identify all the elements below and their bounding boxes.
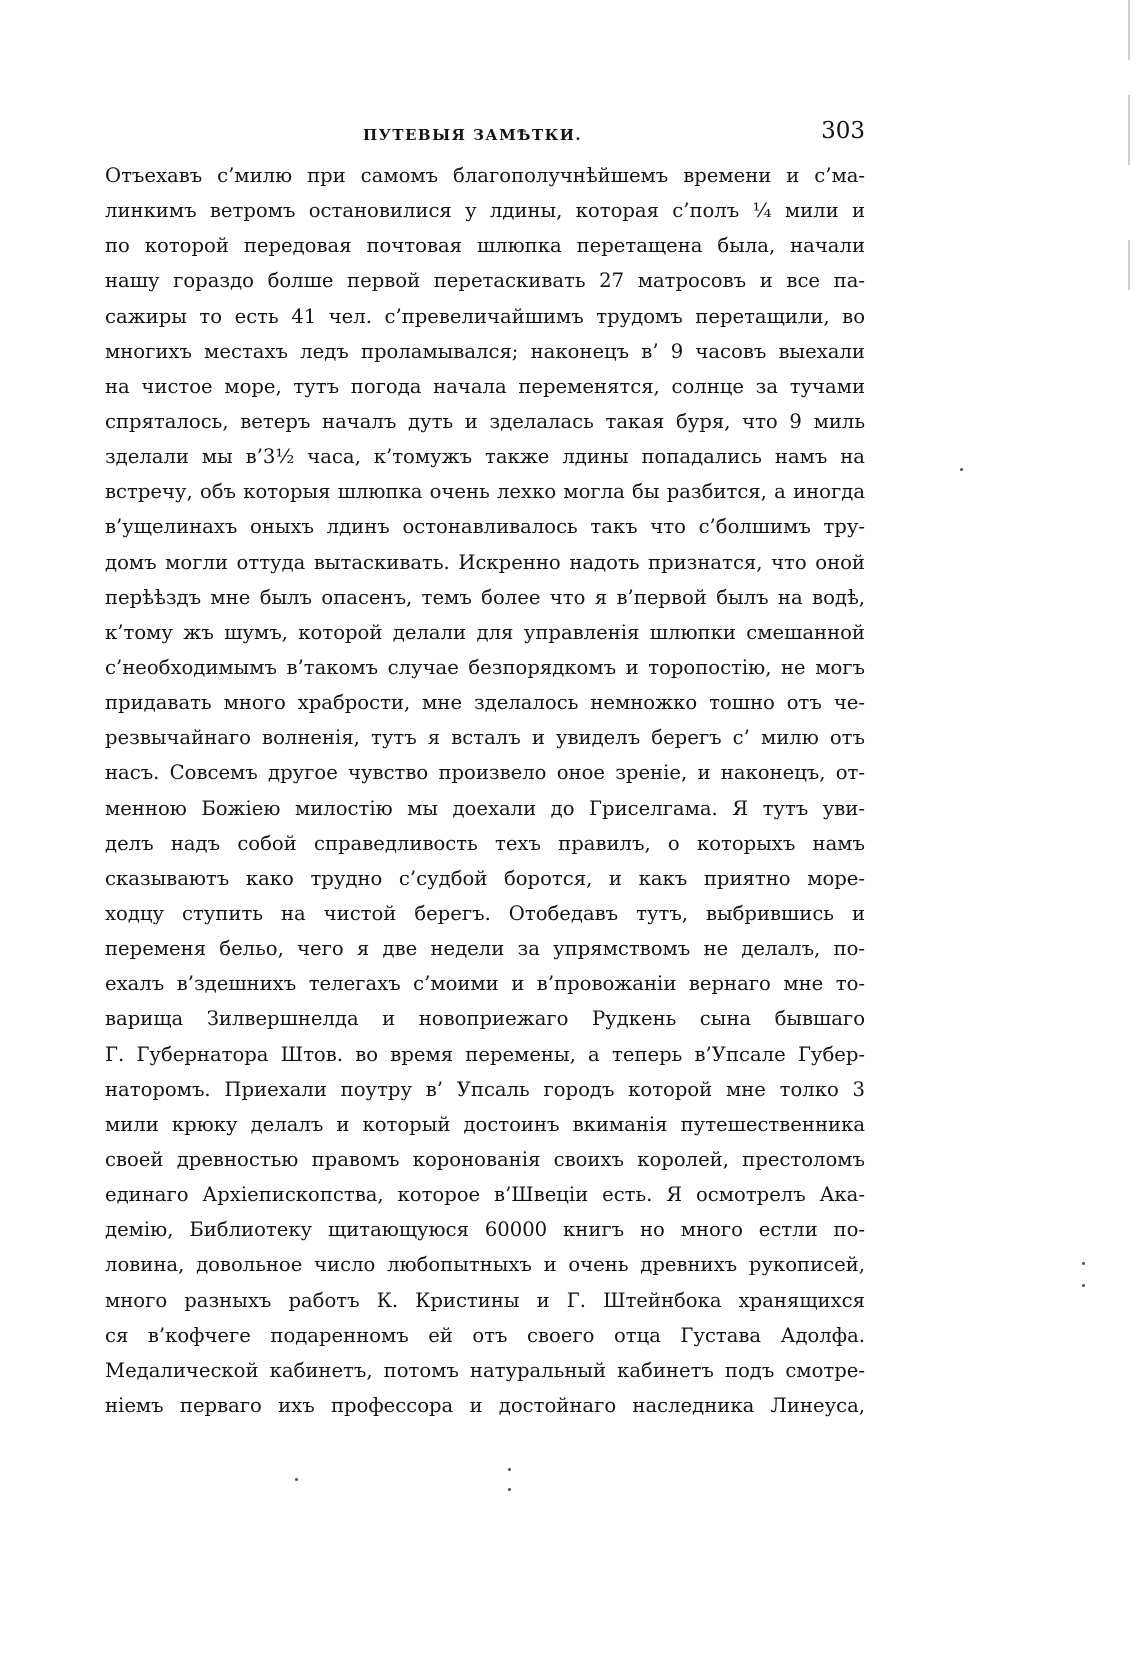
text-line: зделали мы в’3½ часа, к’томужъ также лдины попадались намъ на — [105, 445, 865, 469]
scan-edge-mark — [1128, 0, 1130, 60]
text-line: единаго Архіепископства, которое в’Швеціи есть. Я осмотрелъ Ака- — [105, 1183, 865, 1207]
text-line: линкимъ ветромъ остановилися у лдины, которая с’полъ ¼ мили и — [105, 199, 865, 223]
text-line: многихъ местахъ ледъ проламывался; наконецъ в’ 9 часовъ выехали — [105, 339, 865, 363]
page-number: 303 — [821, 118, 865, 144]
scan-edge-mark — [1128, 95, 1130, 165]
running-title: ПУТЕВЫЯ ЗАМѢТКИ. — [363, 126, 583, 144]
page-header — [105, 116, 865, 156]
body-text — [105, 158, 865, 1423]
text-line: наторомъ. Приехали поутру в’ Упсаль городъ которой мне толко 3 — [105, 1077, 865, 1101]
text-line: придавать много храбрости, мне зделалось немножко тошно отъ че- — [105, 691, 865, 715]
text-line: варища Зилвершнелда и новоприежаго Рудкень сына бывшаго — [105, 1007, 865, 1031]
scan-speck — [960, 468, 963, 471]
text-line: делъ надъ собой справедливость техъ правилъ, о которыхъ намъ — [105, 831, 865, 855]
scan-speck — [508, 1488, 511, 1491]
text-line: сажиры то есть 41 чел. с’превеличайшимъ трудомъ перетащили, во — [105, 304, 865, 328]
text-line: ніемъ перваго ихъ профессора и достойнаго наследника Линеуса, — [105, 1393, 865, 1417]
text-line: мили крюку делалъ и который достоинъ вкиманія путешественника — [105, 1112, 865, 1136]
scan-speck — [1082, 1262, 1085, 1265]
scan-speck — [1082, 1284, 1085, 1287]
text-line: в’ущелинахъ оныхъ лдинъ остонавливалось такъ что с’болшимъ тру- — [105, 515, 865, 539]
text-line: Отъехавъ с’милю при самомъ благополучнѣйшемъ времени и с’ма- — [105, 164, 865, 187]
text-line: Медалической кабинетъ, потомъ натуральный кабинетъ подъ смотре- — [105, 1358, 865, 1382]
text-line: сказываютъ како трудно с’судбой боротся, и какъ приятно море- — [105, 866, 865, 890]
text-line: переменя бельо, чего я две недели за упрямствомъ не делалъ, по- — [105, 937, 865, 961]
text-line: ся в’кофчеге подаренномъ ей отъ своего отца Густава Адолфа. — [105, 1323, 865, 1347]
text-line: своей древностью правомъ коронованія своихъ королей, престоломъ — [105, 1147, 865, 1171]
text-line: менною Божіею милостію мы доехали до Гриселгама. Я тутъ уви- — [105, 796, 865, 820]
text-line: с’необходимымъ в’такомъ случае безпорядкомъ и торопостію, не могъ — [105, 655, 865, 679]
text-line: встречу, объ которыя шлюпка очень лехко могла бы разбится, а иногда — [105, 480, 865, 504]
text-line: Г. Губернатора Штов. во время перемены, а теперь в’Упсале Губер- — [105, 1042, 865, 1066]
text-line: ехалъ в’здешнихъ телегахъ с’моими и в’провожаніи вернаго мне то- — [105, 972, 865, 996]
text-line: к’тому жъ шумъ, которой делали для управленія шлюпки смешанной — [105, 620, 865, 644]
text-line: нашу гораздо болше первой перетаскивать 27 матросовъ и все па- — [105, 269, 865, 293]
text-line: резвычайнаго волненія, тутъ я всталъ и увиделъ берегъ с’ милю отъ — [105, 726, 865, 750]
text-line: по которой передовая почтовая шлюпка перетащена была, начали — [105, 234, 865, 258]
text-line: много разныхъ работъ К. Кристины и Г. Штейнбока хранящихся — [105, 1288, 865, 1312]
text-line: перѣѣздъ мне былъ опасенъ, темъ более что я в’первой былъ на водѣ, — [105, 585, 865, 609]
text-line: спряталось, ветеръ началъ дуть и зделалась такая буря, что 9 миль — [105, 409, 865, 433]
text-line: демію, Библиотеку щитающуюся 60000 книгъ но много естли по- — [105, 1218, 865, 1242]
scan-speck — [508, 1468, 511, 1471]
scan-speck — [295, 1478, 298, 1481]
text-line: ходцу ступить на чистой берегъ. Отобедавъ тутъ, выбрившись и — [105, 901, 865, 925]
text-line: ловина, довольное число любопытныхъ и очень древнихъ рукописей, — [105, 1253, 865, 1277]
scan-edge-mark — [1128, 240, 1130, 290]
text-line: насъ. Совсемъ другое чувство произвело оное зреніе, и наконецъ, от- — [105, 761, 865, 785]
text-line: на чистое море, тутъ погода начала переменятся, солнце за тучами — [105, 374, 865, 398]
text-line: домъ могли оттуда вытаскивать. Искренно надоть признатся, что оной — [105, 550, 865, 574]
